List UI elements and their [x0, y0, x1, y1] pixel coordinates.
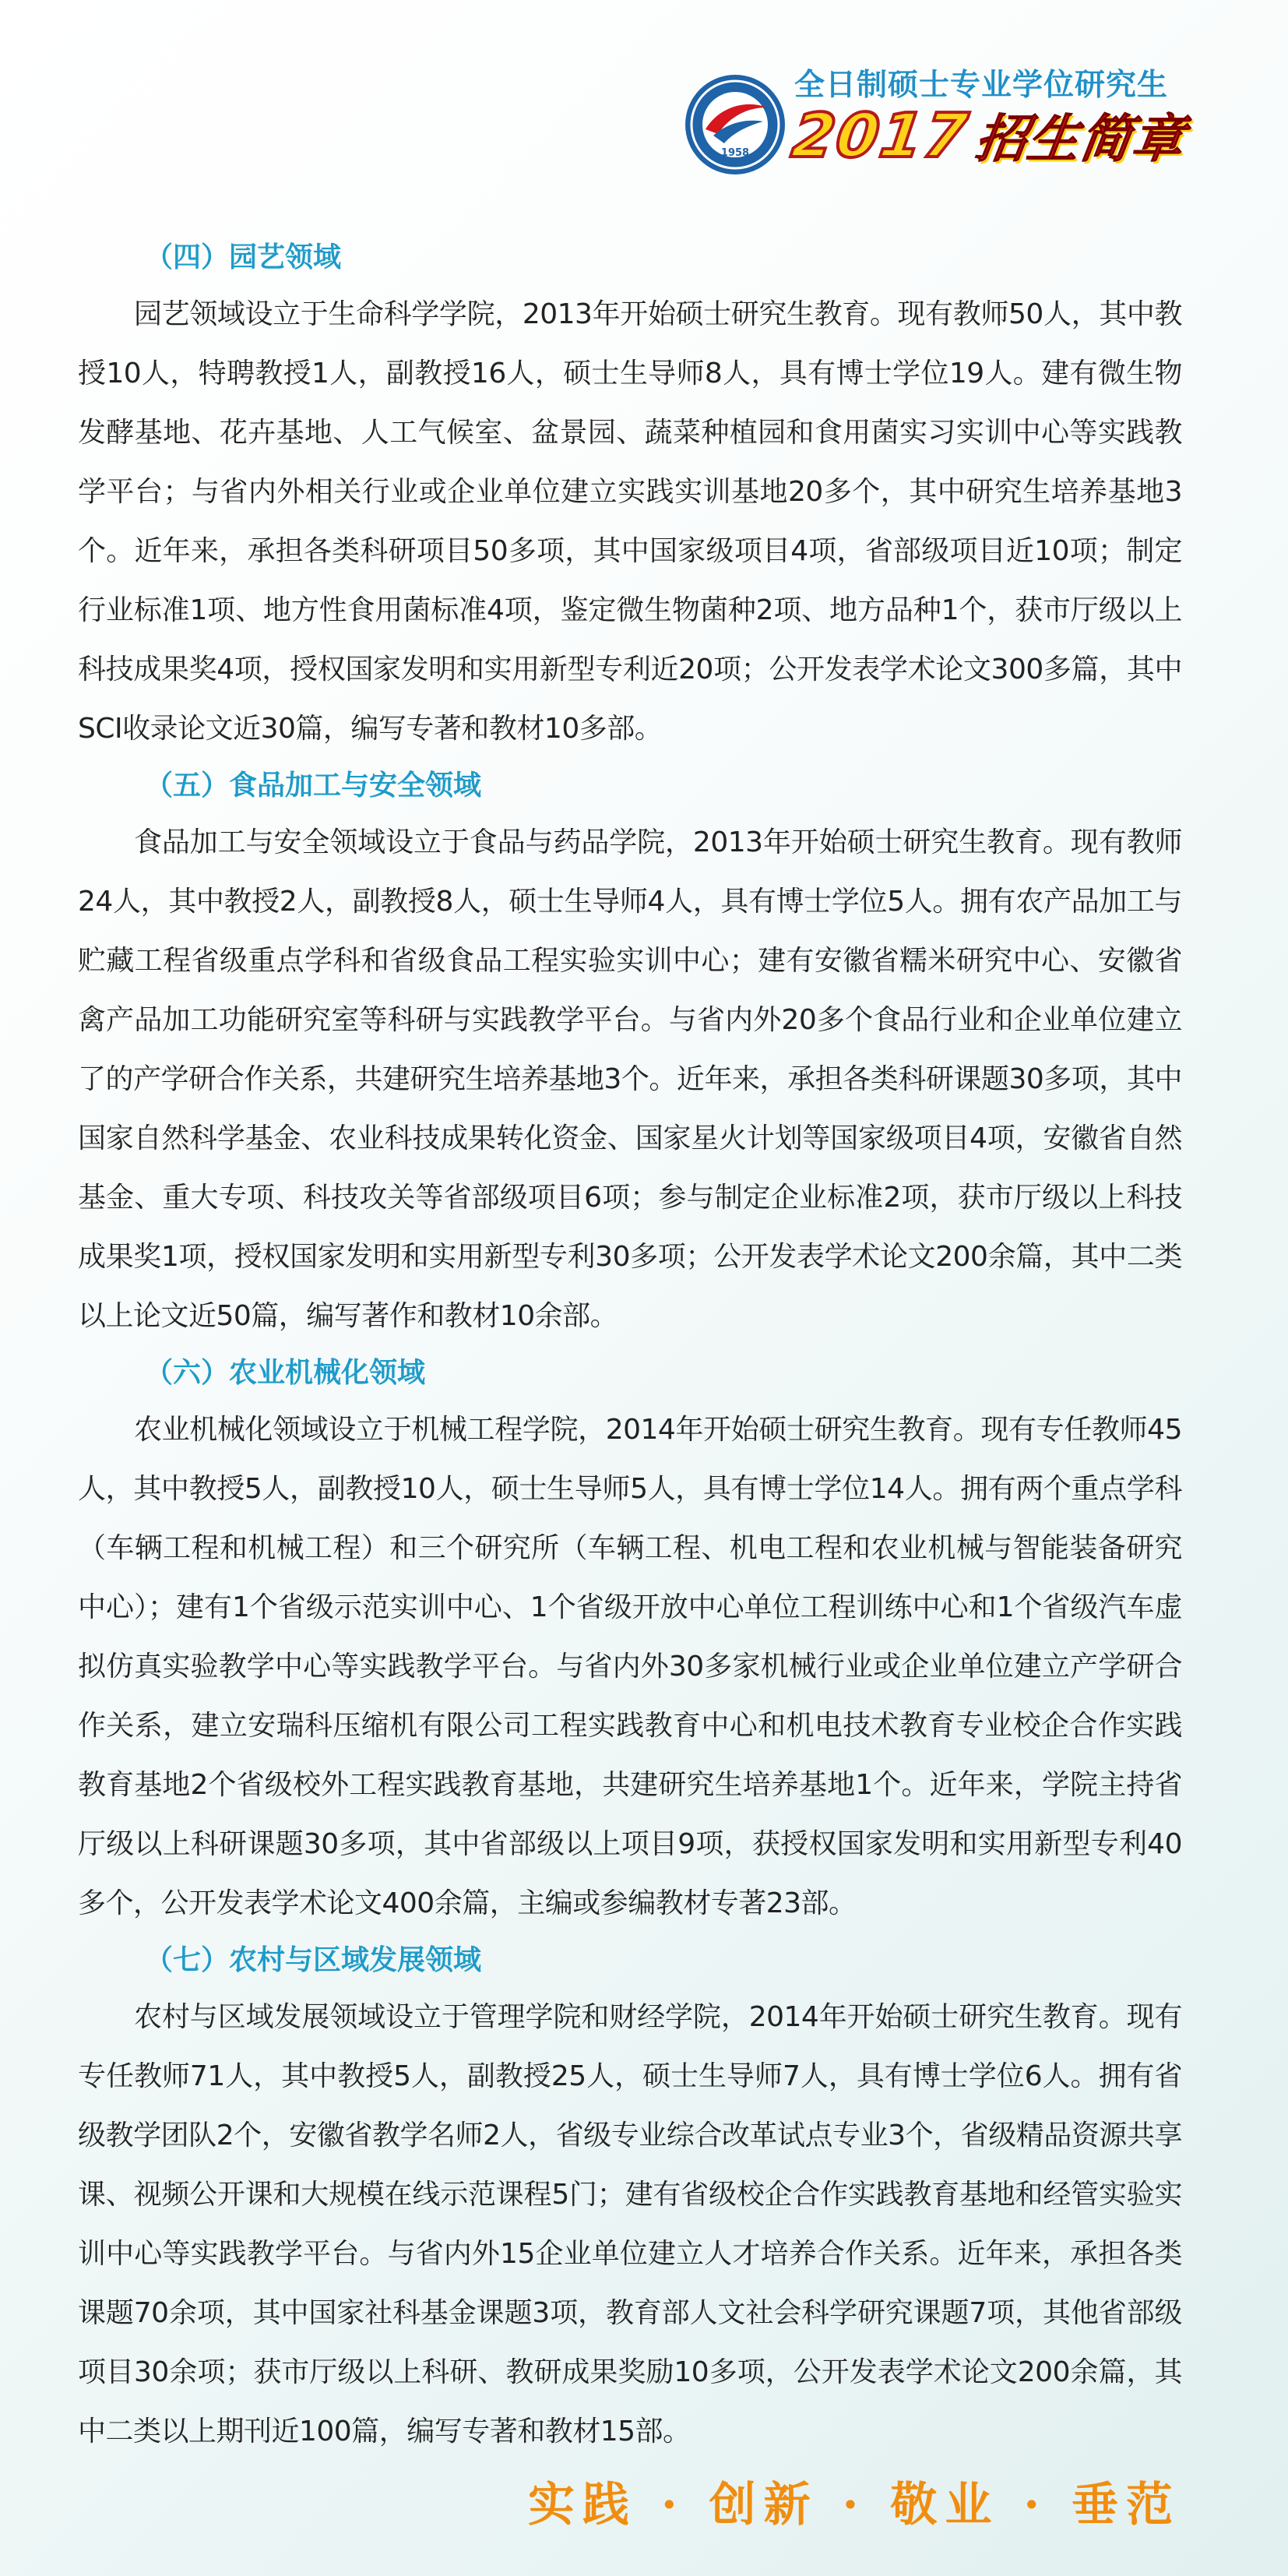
section-title: （四）园艺领域 — [145, 241, 342, 273]
university-seal-icon — [682, 72, 788, 178]
section-agri-mechanization — [78, 1346, 1182, 1933]
section-food-processing — [78, 759, 1182, 1346]
section-title: （七）农村与区域发展领域 — [145, 1944, 482, 1976]
section-body: 园艺领域设立于生命科学学院，2013年开始硕士研究生教育。现有教师50人，其中教授10人，特聘教授1人，副教授16人，硕士生导师8人，具有博士学位19人。建有微生物发酵基地、花卉基地、人工气候室、盆景园、蔬菜种植园和食用菌实习实训中心等实践教学平台；与省内外相关行业或企业单位建立实践实训基地20多个，其中研究生培养基地3个。近年来，承担各类科研项目50多项，其中国家级项目4项，省部级项目近10项；制定行业标准1项、地方性食用菌标准4项，鉴定微生物菌种2项、地方品种1个，获市厅级以上科技成果奖4项，授权国家发明和实用新型专利近20项；公开发表学术论文300多篇，其中SCI收录论文近30篇，编写专著和教材10多部。 — [78, 298, 1182, 745]
section-rural-development — [78, 1933, 1182, 2461]
section-horticulture — [78, 231, 1182, 759]
section-body: 农业机械化领域设立于机械工程学院，2014年开始硕士研究生教育。现有专任教师45人，其中教授5人，副教授10人，硕士生导师5人，具有博士学位14人。拥有两个重点学科（车辆工程和机械工程）和三个研究所（车辆工程、机电工程和农业机械与智能装备研究中心）；建有1个省级示范实训中心、1个省级开放中心单位工程训练中心和1个省级汽车虚拟仿真实验教学中心等实践教学平台。与省内外30多家机械行业或企业单位建立产学研合作关系，建立安瑞科压缩机有限公司工程实践教育中心和机电技术教育专业校企合作实践教育基地2个省级校外工程实践教育基地，共建研究生培养基地1个。近年来，学院主持省厅级以上科研课题30多项，其中省部级以上项目9项，获授权国家发明和实用新型专利40多个，公开发表学术论文400余篇，主编或参编教材专著23部。 — [78, 1414, 1182, 1919]
section-body: 农村与区域发展领域设立于管理学院和财经学院，2014年开始硕士研究生教育。现有专任教师71人，其中教授5人，副教授25人，硕士生导师7人，具有博士学位6人。拥有省级教学团队2个，安徽省教学名师2人，省级专业综合改革试点专业3个，省级精品资源共享课、视频公开课和大规模在线示范课程5门；建有省级校企合作实践教育基地和经管实验实训中心等实践教学平台。与省内外15企业单位建立人才培养合作关系。近年来，承担各类课题70余项，其中国家社科基金课题3项，教育部人文社会科学研究课题7项，其他省部级项目30余项；获市厅级以上科研、教研成果奖励10多项，公开发表学术论文200余篇，其中二类以上期刊近100篇，编写专著和教材15部。 — [78, 2001, 1182, 2447]
main-content — [78, 231, 1182, 2461]
section-body: 食品加工与安全领域设立于食品与药品学院，2013年开始硕士研究生教育。现有教师24人，其中教授2人，副教授8人，硕士生导师4人，具有博士学位5人。拥有农产品加工与贮藏工程省级重点学科和省级食品工程实验实训中心；建有安徽省糯米研究中心、安徽省禽产品加工功能研究室等科研与实践教学平台。与省内外20多个食品行业和企业单位建立了的产学研合作关系，共建研究生培养基地3个。近年来，承担各类科研课题30多项，其中国家自然科学基金、农业科技成果转化资金、国家星火计划等国家级项目4项，安徽省自然基金、重大专项、科技攻关等省部级项目6项；参与制定企业标准2项，获市厅级以上科技成果奖1项，授权国家发明和实用新型专利30多项；公开发表学术论文200余篇，其中二类以上论文近50篇，编写著作和教材10余部。 — [78, 826, 1182, 1332]
header-main-title — [787, 101, 1189, 174]
header-title: 招生简章 — [971, 109, 1189, 169]
seal-year: 1958 — [720, 147, 750, 159]
header-subtitle: 全日制硕士专业学位研究生 — [794, 68, 1169, 103]
motto-footer: 实践 · 创新 · 敬业 · 垂范 — [528, 2478, 1181, 2532]
page-header — [0, 0, 1288, 187]
section-title: （六）农业机械化领域 — [145, 1357, 426, 1389]
header-year: 2017 — [787, 101, 973, 171]
section-title: （五）食品加工与安全领域 — [145, 770, 482, 802]
